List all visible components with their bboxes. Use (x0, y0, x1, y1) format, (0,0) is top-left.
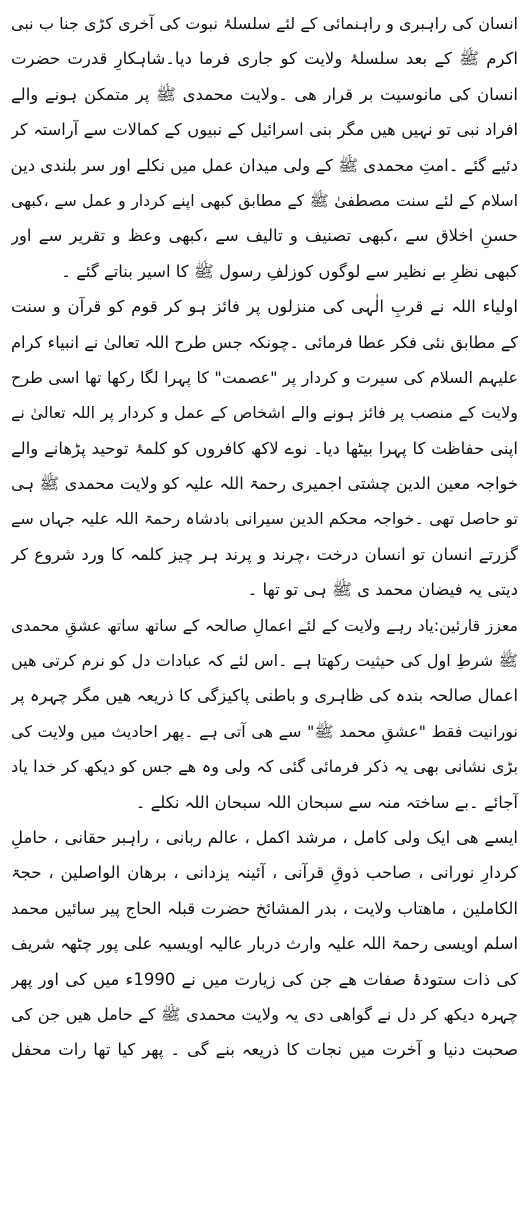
text-line: اعمال صالحہ بندہ کی ظاہری و باطنی پاکیزگی کا ذریعہ ھیں مگر چہرہ پر (11, 686, 518, 706)
text-line: اسلم اویسی رحمۃ اللہ علیہ وارث دربار عالیہ اویسیہ علی پور چٹھہ شریف (11, 934, 518, 954)
text-line: افراد نبی تو نہیں ھیں مگر بنی اسرائیل کے نبیوں کے کمالات سے آراستہ کر (11, 120, 518, 140)
text-line: معزز قارئین:یاد رہے ولایت کے لئے اعمالِ صالحہ کے ساتھ ساتھ عشقِ محمدی (11, 615, 518, 635)
text-line: ایسے ھی ایک ولی کامل ، مرشد اکمل ، عالم ربانی ، راہبر حقانی ، حاملِ (11, 827, 518, 847)
paragraph-4 (11, 820, 518, 1068)
text-line: گزرتے انسان تو انسان درخت ،چرند و پرند ہر چیز کلمہ کا ورد شروع کر (11, 544, 518, 564)
text-line: بڑی نشانی بھی یہ ذکر فرمائی گئی کہ ولی وہ ھے جس کو دیکھ کر خدا یاد (11, 757, 518, 777)
text-line: نورانیت فقط "عشقِ محمد ﷺ" سے ھی آتی ہے ۔پھر احادیث میں ولایت کی (11, 721, 518, 741)
text-line: الکاملین ، ماھتاب ولایت ، بدر المشائخ حضرت قبلہ الحاج پیر سائیں محمد (11, 898, 518, 918)
text-line: انسان کی مانوسیت بر قرار ھی ۔ولایت محمدی ﷺ پر متمکن ہونے والے (11, 84, 518, 104)
text-line: دیتی یہ فیضان محمد ی ﷺ ہی تو تھا ۔ (247, 580, 518, 600)
text-line: صحبت دنیا و آخرت میں نجات کا ذریعہ بنے گی ۔ پھر کیا تھا رات محفل (11, 1040, 518, 1060)
text-line: ولایت کے منصب پر فائز ہونے والے اشخاص کے عمل و کردار پر اللہ تعالیٰ نے (11, 403, 518, 423)
text-line: ﷺ شرطِ اول کی حیثیت رکھتا ہے ۔اس لئے کہ عبادات دل کو نرم کرتی ھیں (11, 651, 518, 671)
text-line: تو حاصل تھی ۔خواجہ محکم الدین سیرانی بادشاہ رحمۃ اللہ علیہ جہاں سے (11, 509, 518, 529)
text-line: علیہم السلام کی سیرت و کردار پر "عصمت" کا پہرا لگا رکھا تھا اسی طرح (11, 367, 518, 387)
text-line: انسان کی راہبری و راہنمائی کے لئے سلسلۂ نبوت کی آخری کڑی جنا ب نبی (11, 14, 518, 33)
text-line: کبھی نظرِ بے نظیر سے لوگوں کوزلفِ رسول ﷺ کا اسیر بناتے گئے ۔ (61, 261, 518, 281)
text-line: چہرہ دیکھ کر دل نے گواھی دی یہ ولایت محمدی ﷺ کے حامل ھیں جن کی (11, 1004, 518, 1024)
paragraph-2 (11, 289, 518, 608)
text-line: اولیاء اللہ نے قربِ الٰہی کی منزلوں پر فائز ہو کر قوم کو قرآن و سنت (11, 297, 518, 317)
text-line: حسنِ اخلاق سے ،کبھی تصنیف و تالیف سے ،کبھی وعظ و تقریر سے اور (11, 226, 518, 246)
text-line: کے مطابق نئی فکر عطا فرمائی ۔چونکہ جس طرح اللہ تعالیٰ نے انبیاء کرام (11, 332, 518, 352)
text-line: کی ذات ستودۂ صفات ھے جن کی زیارت میں نے 1990ء میں کی اور پھر (11, 969, 518, 989)
text-line: خواجہ معین الدین چشتی اجمیری رحمۃ اللہ علیہ کو ولایت محمدی ﷺ ہی (11, 474, 518, 494)
paragraph-1 (11, 6, 518, 289)
text-line: اکرم ﷺ کے بعد سلسلۂ ولایت کو جاری فرما دیا۔شاہکارِ قدرت حضرت (11, 49, 518, 69)
paragraph-3 (11, 608, 518, 820)
text-line: آجائے ۔بے ساختہ منہ سے سبحان اللہ سبحان اللہ نکلے ۔ (135, 792, 518, 812)
text-line: اسلام کے لئے سنت مصطفیٰ ﷺ کے مطابق کبھی اپنے کردار و عمل سے ،کبھی (11, 190, 518, 210)
text-line: کردارِ نورانی ، صاحب ذوقِ قرآنی ، آئینہ یزدانی ، برھان الواصلین ، حجۃ (11, 863, 518, 883)
text-line: دئیے گئے ۔امتِ محمدی ﷺ کے ولی میدان عمل میں نکلے اور سر بلندی دین (11, 155, 518, 175)
text-line: اپنی حفاظت کا پہرا بیٹھا دیا۔ نوے لاکھ کافروں کو کلمۂ توحید پڑھانے والے (11, 438, 518, 458)
